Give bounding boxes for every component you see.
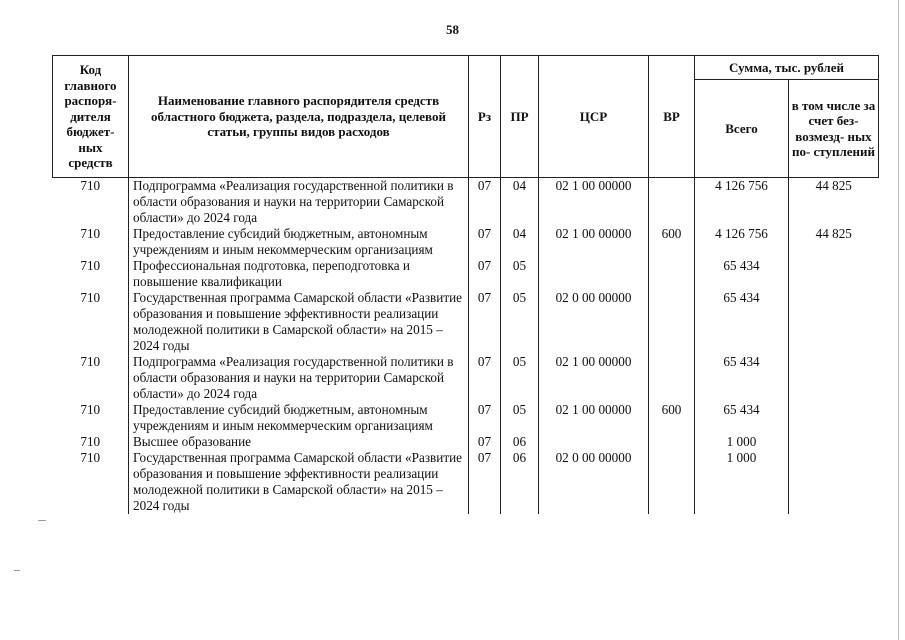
cell-vr bbox=[649, 178, 695, 227]
cell-pr: 06 bbox=[501, 450, 539, 514]
cell-free bbox=[789, 434, 879, 450]
cell-total: 4 126 756 bbox=[695, 178, 789, 227]
cell-free bbox=[789, 258, 879, 290]
cell-csr: 02 1 00 00000 bbox=[539, 354, 649, 402]
cell-total: 65 434 bbox=[695, 354, 789, 402]
cell-rz: 07 bbox=[469, 178, 501, 227]
cell-pr: 06 bbox=[501, 434, 539, 450]
cell-code: 710 bbox=[80, 434, 101, 449]
cell-code: 710 bbox=[80, 226, 101, 241]
cell-name: Профессиональная подготовка, переподготовка и повышение квалификации bbox=[129, 258, 469, 290]
cell-free bbox=[789, 354, 879, 402]
cell-total: 4 126 756 bbox=[695, 226, 789, 258]
cell-free: 44 825 bbox=[789, 226, 879, 258]
cell-pr: 04 bbox=[501, 178, 539, 227]
budget-table bbox=[52, 55, 879, 514]
header-code: Код главного распоря- дителя бюджет- ных средств bbox=[53, 56, 129, 178]
cell-rz: 07 bbox=[469, 434, 501, 450]
cell-pr: 04 bbox=[501, 226, 539, 258]
cell-code: 710 bbox=[80, 258, 101, 273]
cell-pr: 05 bbox=[501, 290, 539, 354]
cell-name: Подпрограмма «Реализация государственной политики в области образования и науки на территории Самарской области» до 2024 года bbox=[129, 354, 469, 402]
page-edge bbox=[898, 0, 905, 640]
cell-rz: 07 bbox=[469, 290, 501, 354]
cell-csr: 02 0 00 00000 bbox=[539, 450, 649, 514]
header-rz: Рз bbox=[469, 56, 501, 178]
table-body bbox=[53, 178, 879, 515]
cell-vr bbox=[649, 290, 695, 354]
page-number: 58 bbox=[446, 22, 459, 37]
cell-rz: 07 bbox=[469, 258, 501, 290]
table-row bbox=[53, 402, 879, 434]
header-free: в том числе за счет без- возмезд- ных по- ступлений bbox=[789, 80, 879, 178]
header-vr: ВР bbox=[649, 56, 695, 178]
cell-name: Высшее образование bbox=[129, 434, 469, 450]
table-row bbox=[53, 178, 879, 227]
cell-free bbox=[789, 402, 879, 434]
cell-csr: 02 1 00 00000 bbox=[539, 178, 649, 227]
table-header bbox=[53, 56, 879, 178]
cell-vr bbox=[649, 258, 695, 290]
header-sum: Сумма, тыс. рублей bbox=[695, 56, 879, 80]
header-pr: ПР bbox=[501, 56, 539, 178]
cell-total: 1 000 bbox=[695, 450, 789, 514]
table-row bbox=[53, 290, 879, 354]
cell-pr: 05 bbox=[501, 258, 539, 290]
cell-vr: 600 bbox=[649, 402, 695, 434]
margin-mark bbox=[14, 570, 20, 571]
cell-csr bbox=[539, 434, 649, 450]
cell-name: Государственная программа Самарской области «Развитие образования и повышение эффективности реализации молодежной политики в Самарской области» на 2015 – 2024 годы bbox=[129, 290, 469, 354]
cell-vr: 600 bbox=[649, 226, 695, 258]
cell-free: 44 825 bbox=[789, 178, 879, 227]
cell-rz: 07 bbox=[469, 450, 501, 514]
cell-csr: 02 1 00 00000 bbox=[539, 402, 649, 434]
table-row bbox=[53, 258, 879, 290]
cell-total: 1 000 bbox=[695, 434, 789, 450]
cell-code: 710 bbox=[80, 354, 101, 369]
cell-code: 710 bbox=[80, 402, 101, 417]
cell-rz: 07 bbox=[469, 354, 501, 402]
table-row bbox=[53, 226, 879, 258]
cell-pr: 05 bbox=[501, 354, 539, 402]
cell-free bbox=[789, 450, 879, 514]
cell-rz: 07 bbox=[469, 226, 501, 258]
cell-csr: 02 0 00 00000 bbox=[539, 290, 649, 354]
header-csr: ЦСР bbox=[539, 56, 649, 178]
header-total: Всего bbox=[695, 80, 789, 178]
cell-code: 710 bbox=[80, 178, 101, 193]
table-row bbox=[53, 354, 879, 402]
cell-vr bbox=[649, 450, 695, 514]
cell-name: Государственная программа Самарской области «Развитие образования и повышение эффективности реализации молодежной политики в Самарской области» на 2015 – 2024 годы bbox=[129, 450, 469, 514]
cell-total: 65 434 bbox=[695, 290, 789, 354]
cell-total: 65 434 bbox=[695, 402, 789, 434]
table-row bbox=[53, 434, 879, 450]
cell-total: 65 434 bbox=[695, 258, 789, 290]
table-row bbox=[53, 450, 879, 514]
cell-csr bbox=[539, 258, 649, 290]
cell-csr: 02 1 00 00000 bbox=[539, 226, 649, 258]
cell-vr bbox=[649, 354, 695, 402]
cell-vr bbox=[649, 434, 695, 450]
cell-free bbox=[789, 290, 879, 354]
cell-rz: 07 bbox=[469, 402, 501, 434]
cell-pr: 05 bbox=[501, 402, 539, 434]
margin-mark bbox=[38, 520, 46, 521]
header-name: Наименование главного распорядителя средств областного бюджета, раздела, подраздела, целевой статьи, группы видов расходов bbox=[129, 56, 469, 178]
cell-name: Подпрограмма «Реализация государственной политики в области образования и науки на территории Самарской области» до 2024 года bbox=[129, 178, 469, 227]
cell-code: 710 bbox=[80, 450, 101, 465]
cell-code: 710 bbox=[80, 290, 101, 305]
cell-name: Предоставление субсидий бюджетным, автономным учреждениям и иным некоммерческим организациям bbox=[129, 226, 469, 258]
cell-name: Предоставление субсидий бюджетным, автономным учреждениям и иным некоммерческим организациям bbox=[129, 402, 469, 434]
